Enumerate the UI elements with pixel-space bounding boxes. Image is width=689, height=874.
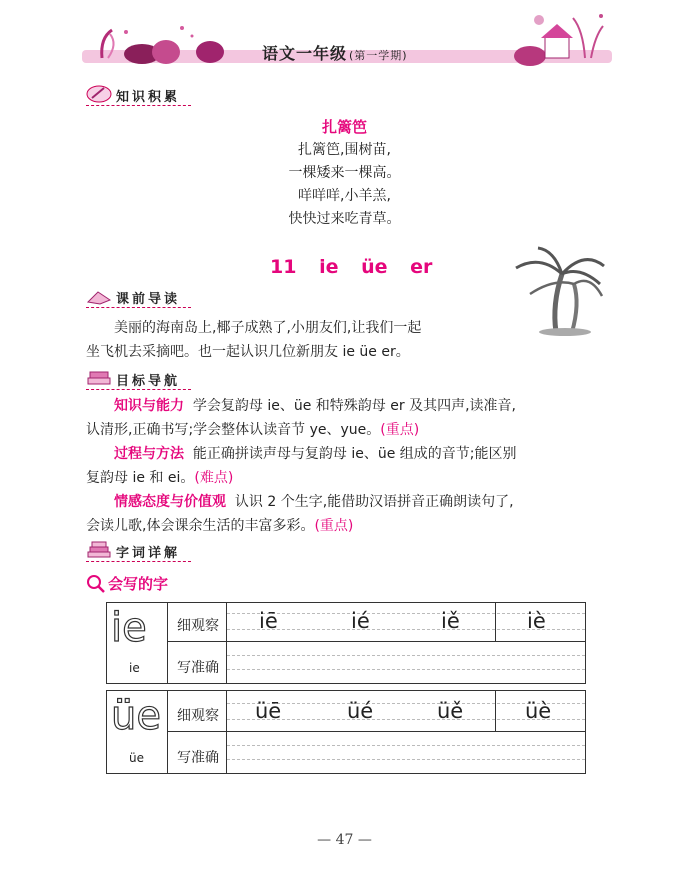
section-label: 课前导读 bbox=[116, 292, 181, 307]
header-house-decoration-icon bbox=[505, 10, 615, 66]
lesson-number: 11 bbox=[270, 256, 297, 278]
poem-title: 扎篱笆 bbox=[321, 118, 367, 136]
small-letter: üe bbox=[129, 751, 144, 765]
guide-line bbox=[227, 669, 585, 670]
goal-label: 知识与能力 bbox=[114, 398, 184, 414]
books-stack-icon bbox=[86, 540, 112, 560]
write-label: 写准确 bbox=[177, 750, 219, 766]
book-icon bbox=[86, 286, 112, 306]
goal-text: 复韵母 ie 和 ei。 bbox=[86, 470, 195, 486]
goal-text: 认清形,正确书写;学会整体认读音节 ye、yue。 bbox=[86, 422, 381, 438]
goal-text: 能正确拼读声母与复韵母 ie、üe 组成的音节;能区别 bbox=[192, 446, 517, 462]
header-flower-decoration-icon bbox=[82, 18, 232, 66]
poem-line: 咩咩咩,小羊羔, bbox=[298, 188, 391, 204]
goal-1 bbox=[86, 394, 614, 418]
letter-box bbox=[107, 691, 168, 773]
outlined-letter: üe bbox=[111, 693, 161, 739]
goal-text: 学会复韵母 ie、üe 和特殊韵母 er 及其四声,读准音, bbox=[192, 398, 516, 414]
writing-table-ue bbox=[106, 690, 586, 774]
header-title-text: 语文一年级 bbox=[262, 44, 348, 63]
goal-text: 会读儿歌,体会课余生活的丰富多彩。 bbox=[86, 518, 315, 534]
guide-line bbox=[227, 655, 585, 656]
lesson-title bbox=[270, 256, 448, 278]
section-label: 知识积累 bbox=[116, 90, 181, 105]
section-underline bbox=[86, 307, 191, 309]
poem-line: 扎篱笆,围树苗, bbox=[298, 142, 391, 158]
section-preview bbox=[86, 286, 206, 306]
poem-line: 一棵矮来一棵高。 bbox=[288, 165, 401, 181]
books-icon bbox=[86, 368, 112, 388]
observe-label: 细观察 bbox=[177, 618, 219, 634]
goal-1-cont bbox=[86, 418, 614, 442]
tone-syllable: üé bbox=[347, 699, 374, 723]
page-header bbox=[0, 0, 689, 72]
preview-text: 坐飞机去采摘吧。也一起认识几位新朋友 ie üe er。 bbox=[86, 344, 410, 360]
section-knowledge bbox=[86, 84, 206, 104]
column-divider bbox=[226, 603, 227, 683]
tone-syllable: üě bbox=[437, 699, 464, 723]
section-words bbox=[86, 540, 206, 560]
tone-syllable: üē bbox=[255, 699, 282, 723]
section-label: 字词详解 bbox=[116, 546, 181, 561]
small-letter: ie bbox=[129, 661, 140, 675]
lesson-item: er bbox=[410, 256, 433, 278]
tone-syllable: ié bbox=[351, 609, 370, 633]
magnifier-icon bbox=[86, 574, 106, 594]
poem-line: 快快过来吃青草。 bbox=[288, 211, 401, 227]
header-title bbox=[262, 41, 408, 64]
tone-syllable: iě bbox=[441, 609, 460, 633]
section-underline bbox=[86, 561, 191, 563]
goal-tag: (重点) bbox=[380, 422, 420, 438]
tone-divider bbox=[495, 603, 496, 641]
write-label: 写准确 bbox=[177, 660, 219, 676]
observe-label: 细观察 bbox=[177, 708, 219, 724]
outlined-letter: ie bbox=[111, 605, 147, 651]
tone-syllable: iè bbox=[527, 609, 546, 633]
tone-divider bbox=[495, 691, 496, 731]
pencil-icon bbox=[86, 84, 112, 104]
guide-line bbox=[227, 759, 585, 760]
lesson-item: üe bbox=[361, 256, 388, 278]
goal-label: 情感态度与价值观 bbox=[114, 494, 226, 510]
page-number: — 47 — bbox=[317, 832, 372, 848]
tone-syllable: iē bbox=[259, 609, 278, 633]
section-goals bbox=[86, 368, 206, 388]
goal-2-cont bbox=[86, 466, 614, 490]
goal-3-cont bbox=[86, 514, 614, 538]
goal-text: 认识 2 个生字,能借助汉语拼音正确朗读句了, bbox=[234, 494, 514, 510]
letter-box bbox=[107, 603, 168, 683]
row-divider bbox=[167, 641, 585, 642]
goal-2 bbox=[86, 442, 614, 466]
guide-line bbox=[227, 745, 585, 746]
preview-text: 美丽的海南岛上,椰子成熟了,小朋友们,让我们一起 bbox=[114, 320, 422, 336]
header-subtitle: (第一学期) bbox=[349, 49, 408, 62]
section-underline bbox=[86, 389, 191, 391]
lesson-item: ie bbox=[319, 256, 339, 278]
section-label: 目标导航 bbox=[116, 374, 181, 389]
write-title-text: 会写的字 bbox=[108, 575, 169, 593]
goal-label: 过程与方法 bbox=[114, 446, 184, 462]
writing-table-ie bbox=[106, 602, 586, 684]
palm-tree-illustration bbox=[510, 244, 608, 336]
goal-3 bbox=[86, 490, 614, 514]
goal-tag: (难点) bbox=[194, 470, 234, 486]
row-divider bbox=[167, 731, 585, 732]
goal-tag: (重点) bbox=[314, 518, 354, 534]
tone-syllable: üè bbox=[525, 699, 552, 723]
section-underline bbox=[86, 105, 191, 107]
